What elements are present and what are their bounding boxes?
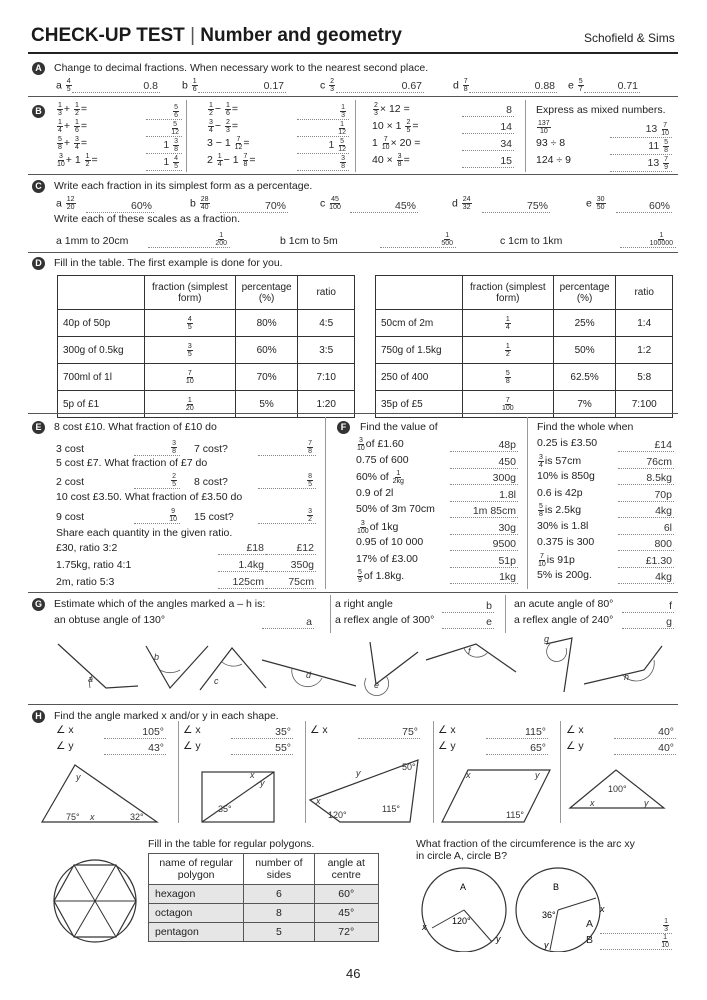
circles-diagram [410, 862, 610, 952]
svg-text:y: y [496, 934, 501, 944]
question-text: ∠ x [438, 724, 456, 736]
question-text: 10 cost £3.50. What fraction of £3.50 do [56, 491, 243, 503]
answer-field[interactable]: e [442, 616, 494, 629]
question-text: ∠ x [310, 724, 328, 736]
instruction: Estimate which of the angles marked a – h is: [54, 598, 266, 610]
circle-b-label: B [553, 882, 560, 892]
question-text: 17% of £3.00 [356, 552, 418, 565]
angle-diagrams [30, 632, 680, 697]
table-cell: 5p of £1 [58, 391, 145, 418]
answer-field[interactable]: $\frac{1}{200}$ [148, 232, 230, 248]
angle-a: 120° [452, 916, 471, 926]
answer-field[interactable]: 1m 85cm [450, 505, 518, 518]
answer-field[interactable]: 13 $\frac{7}{10}$ [610, 122, 672, 138]
question-text: 93 ÷ 8 [536, 137, 566, 149]
section-title: Find the value of [360, 421, 438, 433]
question-text: 0.9 of 2l [356, 486, 394, 499]
answer-field[interactable]: f [622, 600, 674, 613]
circle-label: B [586, 934, 594, 946]
instruction: Find the angle marked x and/or y in each shape. [54, 710, 279, 722]
answer-field[interactable]: 75° [358, 726, 420, 739]
answer-field[interactable]: $\frac{1}{100000}$ [620, 232, 676, 248]
table-cell: octagon [149, 904, 244, 923]
question-text: $\frac{3}{4}$ is 57cm [539, 453, 582, 469]
answer-field[interactable]: 35° [231, 726, 293, 739]
answer-field[interactable]: $\frac{1}{10}$ [600, 934, 672, 950]
answer-field[interactable]: 15 [462, 155, 514, 168]
question-text: ∠ y [438, 740, 456, 752]
table-cell[interactable]: 7:10 [298, 364, 355, 391]
question-item: c $\frac{45}{100}$ [320, 196, 341, 211]
answer-field[interactable]: 300g [450, 472, 518, 485]
answer-field[interactable]: g [622, 616, 674, 629]
question-text: 0.95 of 10 000 [356, 536, 424, 548]
question-text: 1 $\frac{7}{10}$ × 20 = [372, 136, 421, 151]
question-text: ∠ x [566, 724, 584, 736]
question-text: 2 cost [56, 476, 85, 488]
answer-field[interactable]: 14 [462, 121, 514, 134]
table-cell[interactable]: 3:5 [298, 337, 355, 364]
table-cell[interactable]: 45° [314, 904, 379, 923]
angle-label: f [468, 646, 471, 656]
table-cell[interactable]: $\frac{1}{20}$ [144, 391, 235, 418]
answer-field[interactable]: 0.17 [198, 80, 286, 93]
question-text: 8 cost? [194, 476, 228, 488]
question-item: b $\frac{1}{6}$ [182, 78, 197, 93]
instruction: Write each fraction in its simplest form as a percentage. [54, 180, 313, 192]
shape-label: y [76, 772, 81, 782]
question-item: e $\frac{30}{50}$ [586, 196, 605, 211]
answer-field[interactable]: 43° [104, 742, 166, 755]
question-text: 0.375 is 300 [537, 536, 595, 548]
question-text: 0.25 is £3.50 [537, 437, 598, 449]
table-cell[interactable]: 4:5 [298, 310, 355, 337]
question-text: $\frac{1}{4}$ + $\frac{1}{6}$ = [58, 119, 88, 134]
question-text: 1.75kg, ratio 4:1 [56, 559, 132, 571]
section-badge: B [32, 105, 45, 118]
question-text: 5 cost £7. What fraction of £7 do [56, 457, 208, 469]
answer-field[interactable]: 800 [618, 538, 674, 551]
question-text: $\frac{7}{10}$ is 91p [538, 552, 575, 568]
page-number: 46 [346, 966, 361, 981]
table-cell[interactable]: 25% [553, 310, 616, 337]
table-right: fraction (simplest form) percentage (%) ratio 50cm of 2m $\frac{1}{4}$ 25% 1:4 750g of 1.5kg $\frac{1}{2}$ 50% 1:2 250 of 400 $\frac{5}{8}$ 62.5% 5:8 35p of £5 $\frac{7}{100}$ 7% 7:100 [375, 275, 673, 418]
instruction: in circle A, circle B? [416, 850, 508, 862]
answer-field[interactable]: 40° [614, 726, 676, 739]
table-cell: 35p of £5 [376, 391, 463, 418]
page-title: CHECK-UP TEST | Number and geometry [31, 25, 402, 46]
answer-field[interactable]: 13 $\frac{7}{9}$ [610, 156, 672, 172]
svg-text:y: y [544, 940, 549, 950]
question-text: $\frac{2}{3}$ × 12 = [374, 102, 410, 117]
answer-field[interactable]: £18 [218, 542, 266, 555]
table-cell[interactable]: $\frac{3}{5}$ [144, 337, 235, 364]
question-text: b 1cm to 5m [280, 235, 338, 247]
question-text: 2m, ratio 5:3 [56, 576, 115, 588]
question-text: ∠ x [183, 724, 201, 736]
question-text: 9 cost [56, 511, 85, 523]
answer-field[interactable]: £1.30 [618, 555, 674, 568]
answer-field[interactable]: 1 $\frac{4}{5}$ [146, 155, 182, 171]
shape-label: 115° [382, 804, 400, 814]
angle-label: e [374, 680, 380, 690]
answer-field[interactable]: 1 $\frac{3}{8}$ [146, 138, 182, 154]
answer-field[interactable]: 70p [618, 489, 674, 502]
question-item: a $\frac{12}{20}$ [56, 196, 75, 211]
table-cell[interactable]: 7% [553, 391, 616, 418]
question-text: ∠ y [183, 740, 201, 752]
question-text: 5% is 200g. [537, 569, 592, 581]
circle-label: A [586, 918, 594, 930]
question-text: $\frac{1}{3}$ + $\frac{1}{2}$ = [58, 102, 88, 117]
answer-field[interactable]: 48p [450, 439, 518, 452]
answer-field[interactable]: 6l [618, 522, 674, 535]
angle-label: d [306, 670, 312, 680]
shape-label: 115° [506, 810, 524, 820]
question-text: ∠ y [566, 740, 584, 752]
answer-field[interactable]: 65° [486, 742, 548, 755]
instruction: Change to decimal fractions. When necessary work to the nearest second place. [54, 62, 429, 74]
answer-field[interactable]: 1.8l [450, 489, 518, 502]
section-badge: D [32, 257, 45, 270]
table-cell[interactable]: $\frac{1}{2}$ [462, 337, 553, 364]
table-cell[interactable]: $\frac{7}{10}$ [144, 364, 235, 391]
hexagon-diagram [52, 857, 138, 945]
shape-label: x [590, 798, 595, 808]
question-text: ∠ y [56, 740, 74, 752]
answer-field[interactable]: $\frac{1}{500}$ [380, 232, 456, 248]
question-item: e $\frac{5}{7}$ [568, 78, 583, 93]
question-item: d $\frac{7}{8}$ [453, 78, 468, 93]
answer-field[interactable]: 40° [614, 742, 676, 755]
question-text: $\frac{1}{2}$ − $\frac{1}{6}$ = [209, 102, 239, 117]
section-title: Find the whole when [537, 421, 634, 433]
answer-field[interactable]: 11 $\frac{5}{8}$ [610, 139, 672, 155]
answer-field[interactable]: 1 $\frac{5}{12}$ [297, 138, 349, 154]
answer-field[interactable]: 60% [86, 200, 154, 213]
table-cell[interactable]: 5:8 [616, 364, 673, 391]
angle-b: 36° [542, 910, 556, 920]
polygon-table: name of regular polygon number of sides angle at centre hexagon 6 60° octagon 8 45° pentagon 5 72° [148, 853, 379, 942]
question-text: $\frac{5}{9}$ of 1.8kg. [358, 569, 405, 584]
question-text: $\frac{3}{100}$ of 1kg [357, 519, 399, 535]
question-text: 124 ÷ 9 [536, 154, 571, 166]
table-cell: 40p of 50p [58, 310, 145, 337]
angle-label: g [544, 634, 550, 644]
table-cell: 700ml of 1l [58, 364, 145, 391]
table-cell[interactable]: 1:4 [616, 310, 673, 337]
answer-field[interactable]: $\frac{1}{3}$ [297, 104, 349, 120]
question-text: a reflex angle of 240° [514, 614, 614, 626]
question-text: 0.6 is 42p [537, 486, 583, 499]
answer-field[interactable]: 350g [266, 559, 316, 572]
question-text: 50% of 3m 70cm [356, 503, 435, 515]
publisher: Schofield & Sims [584, 31, 675, 45]
question-text: c 1cm to 1km [500, 235, 563, 247]
answer-field[interactable]: 105° [104, 726, 166, 739]
shape-label: 120° [328, 810, 347, 820]
question-item: d $\frac{24}{32}$ [452, 196, 471, 211]
shape-label: y [535, 770, 540, 780]
question-text: an obtuse angle of 130° [54, 614, 166, 626]
question-text: 3 − 1 $\frac{7}{12}$ = [207, 136, 250, 151]
table-cell[interactable]: $\frac{1}{4}$ [462, 310, 553, 337]
answer-field[interactable]: 0.88 [469, 80, 557, 93]
answer-field[interactable]: 0.8 [72, 80, 160, 93]
svg-text:x: x [422, 922, 427, 932]
answer-field[interactable]: $\frac{3}{8}$ [297, 155, 349, 171]
question-text: 8 cost £10. What fraction of £10 do [54, 421, 217, 433]
answer-field[interactable]: 1.4kg [218, 559, 266, 572]
instruction: Write each of these scales as a fraction. [54, 213, 240, 225]
question-text: $\frac{3}{4}$ − $\frac{2}{3}$ = [209, 119, 239, 134]
answer-field[interactable]: £14 [618, 439, 674, 452]
shape-label: x [90, 812, 95, 822]
answer-field[interactable]: $\frac{7}{8}$ [258, 440, 316, 456]
question-text: $\frac{3}{10}$ + 1 $\frac{1}{2}$ = [57, 153, 98, 168]
answer-field[interactable]: 60% [616, 200, 672, 213]
answer-field[interactable]: 75cm [266, 576, 316, 589]
table-cell[interactable]: 60% [235, 337, 298, 364]
question-text: 15 cost? [194, 511, 234, 523]
answer-field[interactable]: 70% [220, 200, 288, 213]
answer-field[interactable]: $\frac{5}{6}$ [146, 104, 182, 120]
table-cell[interactable]: $\frac{4}{5}$ [144, 310, 235, 337]
question-text: a right angle [335, 598, 393, 610]
h-shapes [30, 750, 680, 830]
shape-label: y [260, 778, 265, 788]
table-cell[interactable]: 7:100 [616, 391, 673, 418]
answer-field[interactable]: 0.71 [584, 80, 640, 93]
table-cell[interactable]: 60° [314, 885, 379, 904]
shape-label: 50° [402, 762, 416, 772]
question-text: Share each quantity in the given ratio. [56, 527, 233, 539]
question-text: £30, ratio 3:2 [56, 542, 118, 554]
question-item: a $\frac{4}{5}$ [56, 78, 71, 93]
question-text: 0.75 of 600 [356, 453, 409, 466]
answer-field[interactable]: $\frac{2}{5}$ [134, 473, 180, 489]
table-cell[interactable]: 80% [235, 310, 298, 337]
instruction: Fill in the table. The first example is done for you. [54, 257, 283, 269]
table-cell: 300g of 0.5kg [58, 337, 145, 364]
table-cell[interactable]: 5% [235, 391, 298, 418]
shape-label: x [250, 770, 255, 780]
question-text: 40 × $\frac{3}{8}$ = [372, 153, 410, 168]
question-text: a 1mm to 20cm [56, 235, 129, 247]
section-badge: F [337, 421, 350, 434]
question-text: an acute angle of 80° [514, 598, 614, 610]
answer-field[interactable]: 45% [350, 200, 418, 213]
answer-field[interactable]: a [262, 616, 314, 629]
question-text: $\frac{5}{8}$ + $\frac{3}{4}$ = [58, 136, 88, 151]
instruction: What fraction of the circumference is the arc xy [416, 838, 635, 850]
table-cell[interactable]: 6 [244, 885, 314, 904]
answer-field[interactable]: 450 [450, 456, 518, 469]
question-text: 60% of $\frac{1}{2kg}$ [356, 470, 404, 485]
section-badge: H [32, 710, 45, 723]
table-left: fraction (simplest form) percentage (%) ratio 40p of 50p $\frac{4}{5}$ 80% 4:5 300g of 0.5kg $\frac{3}{5}$ 60% 3:5 700ml of 1l $\frac{7}{10}$ 70% 7:10 5p of £1 $\frac{1}{20}$ 5% 1:20 [57, 275, 355, 418]
table-cell[interactable]: 70% [235, 364, 298, 391]
table-cell: pentagon [149, 923, 244, 942]
section-badge: A [32, 62, 45, 75]
answer-field[interactable]: 30g [450, 522, 518, 535]
section-badge: E [32, 421, 45, 434]
question-text: $\frac{3}{10}$ of £1.60 [357, 437, 404, 452]
question-text: 7 cost? [194, 443, 228, 455]
angle-label: b [154, 652, 160, 662]
shape-label: 35° [218, 804, 232, 814]
answer-field[interactable]: 115° [486, 726, 548, 739]
question-text: 10 × 1 $\frac{2}{5}$ = [372, 119, 419, 134]
section-badge: G [32, 598, 45, 611]
answer-field[interactable]: 4kg [618, 571, 674, 584]
answer-field[interactable]: 75% [482, 200, 550, 213]
shape-label: 75° [66, 812, 80, 822]
question-text: 10% is 850g [537, 470, 595, 482]
answer-field[interactable]: $\frac{5}{12}$ [146, 121, 182, 137]
shape-label: y [356, 768, 361, 778]
answer-field[interactable]: £12 [266, 542, 316, 555]
table-cell: 750g of 1.5kg [376, 337, 463, 364]
question-text: 3 cost [56, 443, 85, 455]
question-text: 2 $\frac{1}{4}$ − 1 $\frac{7}{8}$ = [207, 153, 256, 168]
table-cell: hexagon [149, 885, 244, 904]
answer-field[interactable]: 1kg [450, 571, 518, 584]
section-badge: C [32, 180, 45, 193]
instruction: Fill in the table for regular polygons. [148, 838, 315, 850]
shape-label: x [466, 770, 471, 780]
answer-field[interactable]: 4kg [618, 505, 674, 518]
question-item: b $\frac{28}{40}$ [190, 196, 209, 211]
answer-field[interactable]: 8.5kg [618, 472, 674, 485]
answer-field[interactable]: 51p [450, 555, 518, 568]
svg-text:x: x [600, 904, 605, 914]
table-cell: 50cm of 2m [376, 310, 463, 337]
table-cell[interactable]: 5 [244, 923, 314, 942]
answer-field[interactable]: $\frac{9}{10}$ [134, 508, 180, 524]
answer-field[interactable]: 34 [462, 138, 514, 151]
answer-field[interactable]: b [442, 600, 494, 613]
table-cell: 250 of 400 [376, 364, 463, 391]
answer-field[interactable]: $\frac{8}{5}$ [258, 473, 316, 489]
table-cell[interactable]: 8 [244, 904, 314, 923]
shape-label: y [644, 798, 649, 808]
angle-label: h [624, 672, 630, 682]
table-cell[interactable]: 1:2 [616, 337, 673, 364]
question-text: a reflex angle of 300° [335, 614, 435, 626]
shape-label: x [316, 796, 321, 806]
answer-field[interactable]: 0.67 [336, 80, 424, 93]
question-text: ∠ x [56, 724, 74, 736]
table-cell[interactable]: 1:20 [298, 391, 355, 418]
angle-label: a [88, 674, 94, 684]
table-cell[interactable]: 50% [553, 337, 616, 364]
table-cell[interactable]: $\frac{5}{8}$ [462, 364, 553, 391]
answer-field[interactable]: 125cm [218, 576, 266, 589]
shape-label: 32° [130, 812, 144, 822]
question-text: 30% is 1.8l [537, 519, 589, 532]
answer-field[interactable]: 9500 [450, 538, 518, 551]
answer-field[interactable]: $\frac{3}{2}$ [258, 508, 316, 524]
table-cell[interactable]: 62.5% [553, 364, 616, 391]
question-item: c $\frac{2}{3}$ [320, 78, 335, 93]
answer-field[interactable]: $\frac{3}{8}$ [134, 440, 180, 456]
answer-field[interactable]: 76cm [618, 456, 674, 469]
question-text: $\frac{137}{10}$ [538, 120, 550, 135]
table-cell[interactable]: 72° [314, 923, 379, 942]
angle-label: c [214, 676, 219, 686]
instruction: Express as mixed numbers. [536, 104, 666, 116]
answer-field[interactable]: 55° [231, 742, 293, 755]
circle-a-label: A [460, 882, 467, 892]
question-text: $\frac{5}{8}$ is 2.5kg [539, 503, 582, 518]
answer-field[interactable]: 8 [462, 104, 514, 117]
table-cell[interactable]: $\frac{7}{100}$ [462, 391, 553, 418]
answer-field[interactable]: $\frac{1}{3}$ [600, 918, 672, 934]
answer-field[interactable]: $\frac{1}{12}$ [297, 121, 349, 137]
shape-label: 100° [608, 784, 627, 794]
